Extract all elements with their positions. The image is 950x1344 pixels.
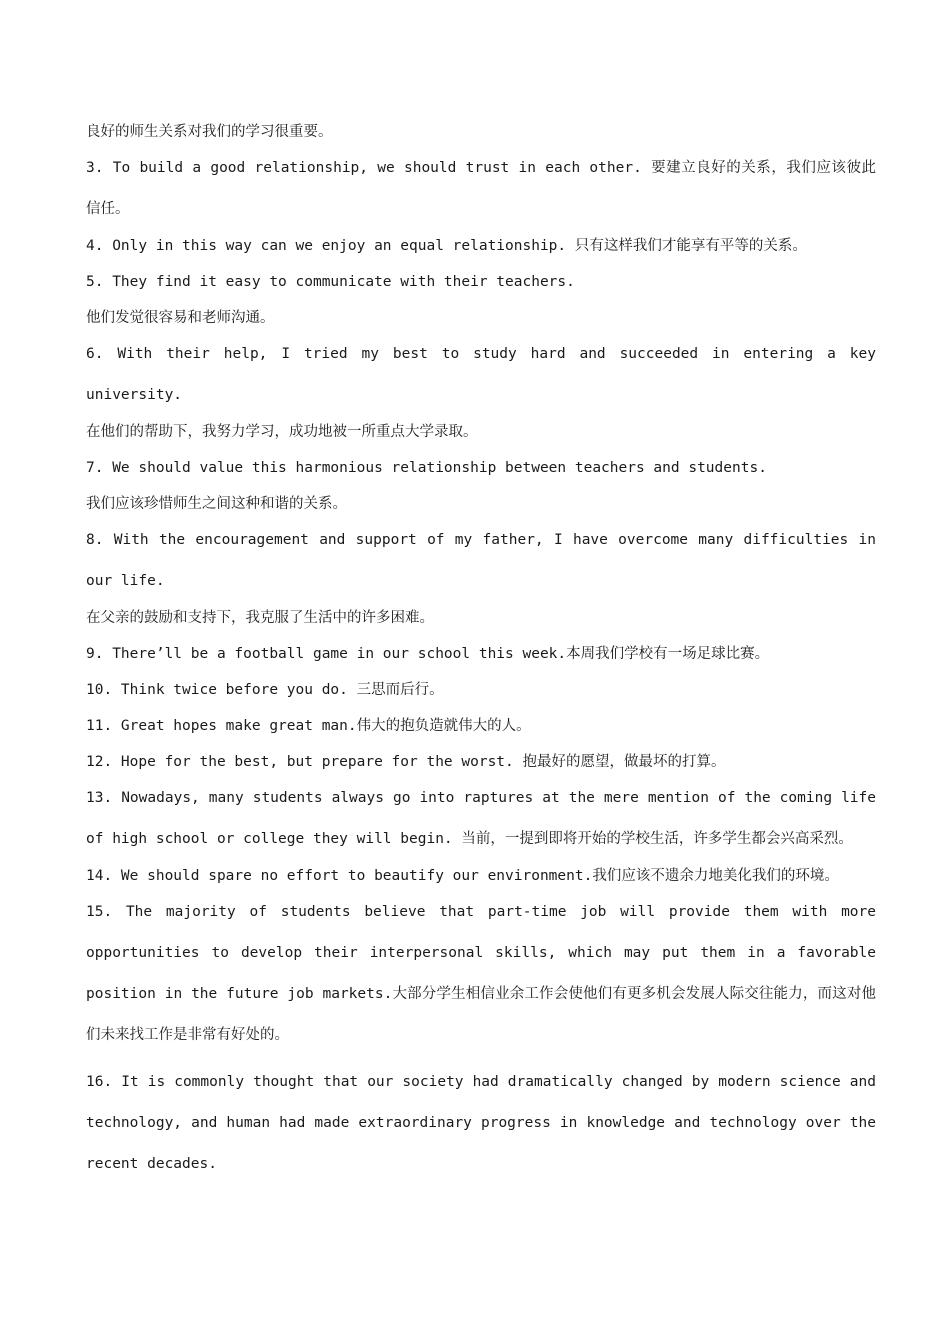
sentence-12: 12. Hope for the best, but prepare for the worst. 抱最好的愿望，做最坏的打算。: [86, 754, 726, 770]
sentence-8-english: 8. With the encouragement and support of my father, I have overcome many difficulties in our life.: [86, 532, 876, 589]
sentence-13-text: 13. Nowadays, many students always go into raptures at the mere mention of the coming life of high school or college they will begin. 当前，一提到即将开始的学校生活，许多学生都会兴高采烈。: [86, 790, 876, 847]
sentence-7-translation: 我们应该珍惜师生之间这种和谐的关系。: [86, 496, 347, 512]
sentence-8-translation: 在父亲的鼓励和支持下，我克服了生活中的许多困难。: [86, 610, 434, 626]
sentence-16-text: 16. It is commonly thought that our society had dramatically changed by modern science and technology, and human had made extraordinary progress in knowledge and technology over the recent decades.: [86, 1074, 876, 1172]
sentence-4: 4. Only in this way can we enjoy an equal relationship. 只有这样我们才能享有平等的关系。: [86, 238, 807, 254]
sentence-15: [86, 892, 876, 1056]
sentence-9: 9. There’ll be a football game in our school this week.本周我们学校有一场足球比赛。: [86, 646, 770, 662]
sentence-13: [86, 778, 876, 860]
sentence-6-translation: 在他们的帮助下，我努力学习，成功地被一所重点大学录取。: [86, 424, 478, 440]
sentence-10: 10. Think twice before you do. 三思而后行。: [86, 682, 444, 698]
sentence-5-translation: 他们发觉很容易和老师沟通。: [86, 310, 275, 326]
sentence-6: [86, 334, 876, 416]
sentence-11: 11. Great hopes make great man.伟大的抱负造就伟大的人。: [86, 718, 531, 734]
document-body: [86, 122, 876, 1191]
sentence-16: [86, 1062, 876, 1185]
sentence-15-text: 15. The majority of students believe that part-time job will provide them with more opportunities to develop their interpersonal skills, which may put them in a favorable position in the future job markets.大部分学生相信业余工作会使他们有更多机会发展人际交往能力，而这对他们未来找工作是非常有好处的。: [86, 904, 876, 1043]
sentence-8: [86, 520, 876, 602]
sentence-6-english: 6. With their help, I tried my best to study hard and succeeded in entering a key university.: [86, 346, 876, 403]
sentence-3-text: 3. To build a good relationship, we should trust in each other. 要建立良好的关系，我们应该彼此信任。: [86, 160, 876, 217]
sentence-5-english: 5. They find it easy to communicate with their teachers.: [86, 274, 575, 290]
sentence-14: 14. We should spare no effort to beautify our environment.我们应该不遗余力地美化我们的环境。: [86, 868, 839, 884]
sentence-7-english: 7. We should value this harmonious relationship between teachers and students.: [86, 460, 767, 476]
sentence-3: [86, 148, 876, 230]
sentence-2-translation: 良好的师生关系对我们的学习很重要。: [86, 124, 333, 140]
